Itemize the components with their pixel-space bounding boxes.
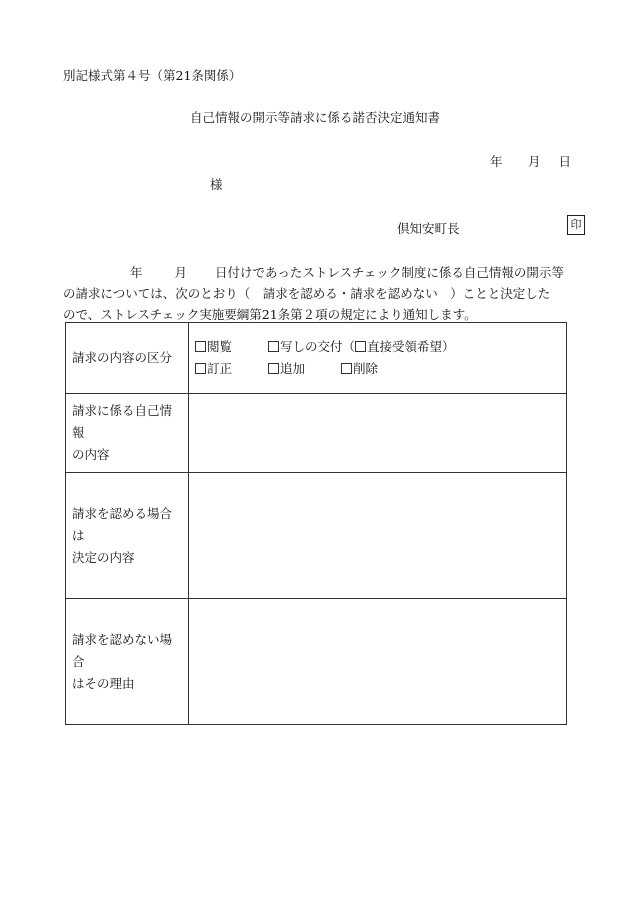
document-title: 自己情報の開示等請求に係る諾否決定通知書 xyxy=(189,110,440,125)
option-inspect[interactable]: 閲覧 xyxy=(195,336,268,358)
seal-mark: 印 xyxy=(567,215,585,235)
body-month: 月 xyxy=(174,265,188,280)
table-row xyxy=(66,599,567,725)
body-year: 年 xyxy=(130,265,143,280)
issuer-name: 倶知安町長 xyxy=(397,221,460,236)
notice-table xyxy=(65,322,567,725)
date-month: 月 xyxy=(528,154,541,169)
body-line-3: ので、ストレスチェック実施要綱第21条第２項の規定により通知します。 xyxy=(63,307,477,322)
checkbox-icon[interactable] xyxy=(268,363,279,374)
table-row xyxy=(66,394,567,473)
date-day: 日 xyxy=(558,154,572,169)
option-add[interactable]: 追加 xyxy=(268,358,341,380)
checkbox-icon[interactable] xyxy=(195,363,206,374)
checkbox-icon[interactable] xyxy=(268,341,279,352)
recipient-suffix: 様 xyxy=(210,177,223,192)
field-rejection-reason[interactable] xyxy=(189,599,567,725)
option-copy[interactable]: 写しの交付（ 直接受領希望） xyxy=(268,336,455,358)
body-line-1-rest: 日付けであったストレスチェック制度に係る自己情報の開示等 xyxy=(215,265,564,280)
body-line-2: の請求については、次のとおり（ 請求を認める・請求を認めない ）ことと決定した xyxy=(63,286,551,301)
table-row xyxy=(66,323,567,394)
label-rejection-reason: 請求を認めない場合 はその理由 xyxy=(66,599,189,725)
label-requested-info: 請求に係る自己情報 の内容 xyxy=(66,394,189,473)
checkbox-icon[interactable] xyxy=(355,341,366,352)
table-row xyxy=(66,473,567,599)
label-approval-details: 請求を認める場合は 決定の内容 xyxy=(66,473,189,599)
date-line xyxy=(490,152,571,170)
option-delete[interactable]: 削除 xyxy=(341,358,378,380)
checkbox-icon[interactable] xyxy=(341,363,352,374)
date-year: 年 xyxy=(490,154,503,169)
field-requested-info[interactable] xyxy=(189,394,567,473)
field-approval-details[interactable] xyxy=(189,473,567,599)
label-request-type: 請求の内容の区分 xyxy=(66,323,189,394)
form-number: 別記様式第４号（第21条関係） xyxy=(63,68,242,83)
request-type-options xyxy=(189,323,567,394)
checkbox-icon[interactable] xyxy=(195,341,206,352)
option-correct[interactable]: 訂正 xyxy=(195,358,268,380)
notice-body xyxy=(63,262,586,325)
body-line-1 xyxy=(63,262,586,283)
